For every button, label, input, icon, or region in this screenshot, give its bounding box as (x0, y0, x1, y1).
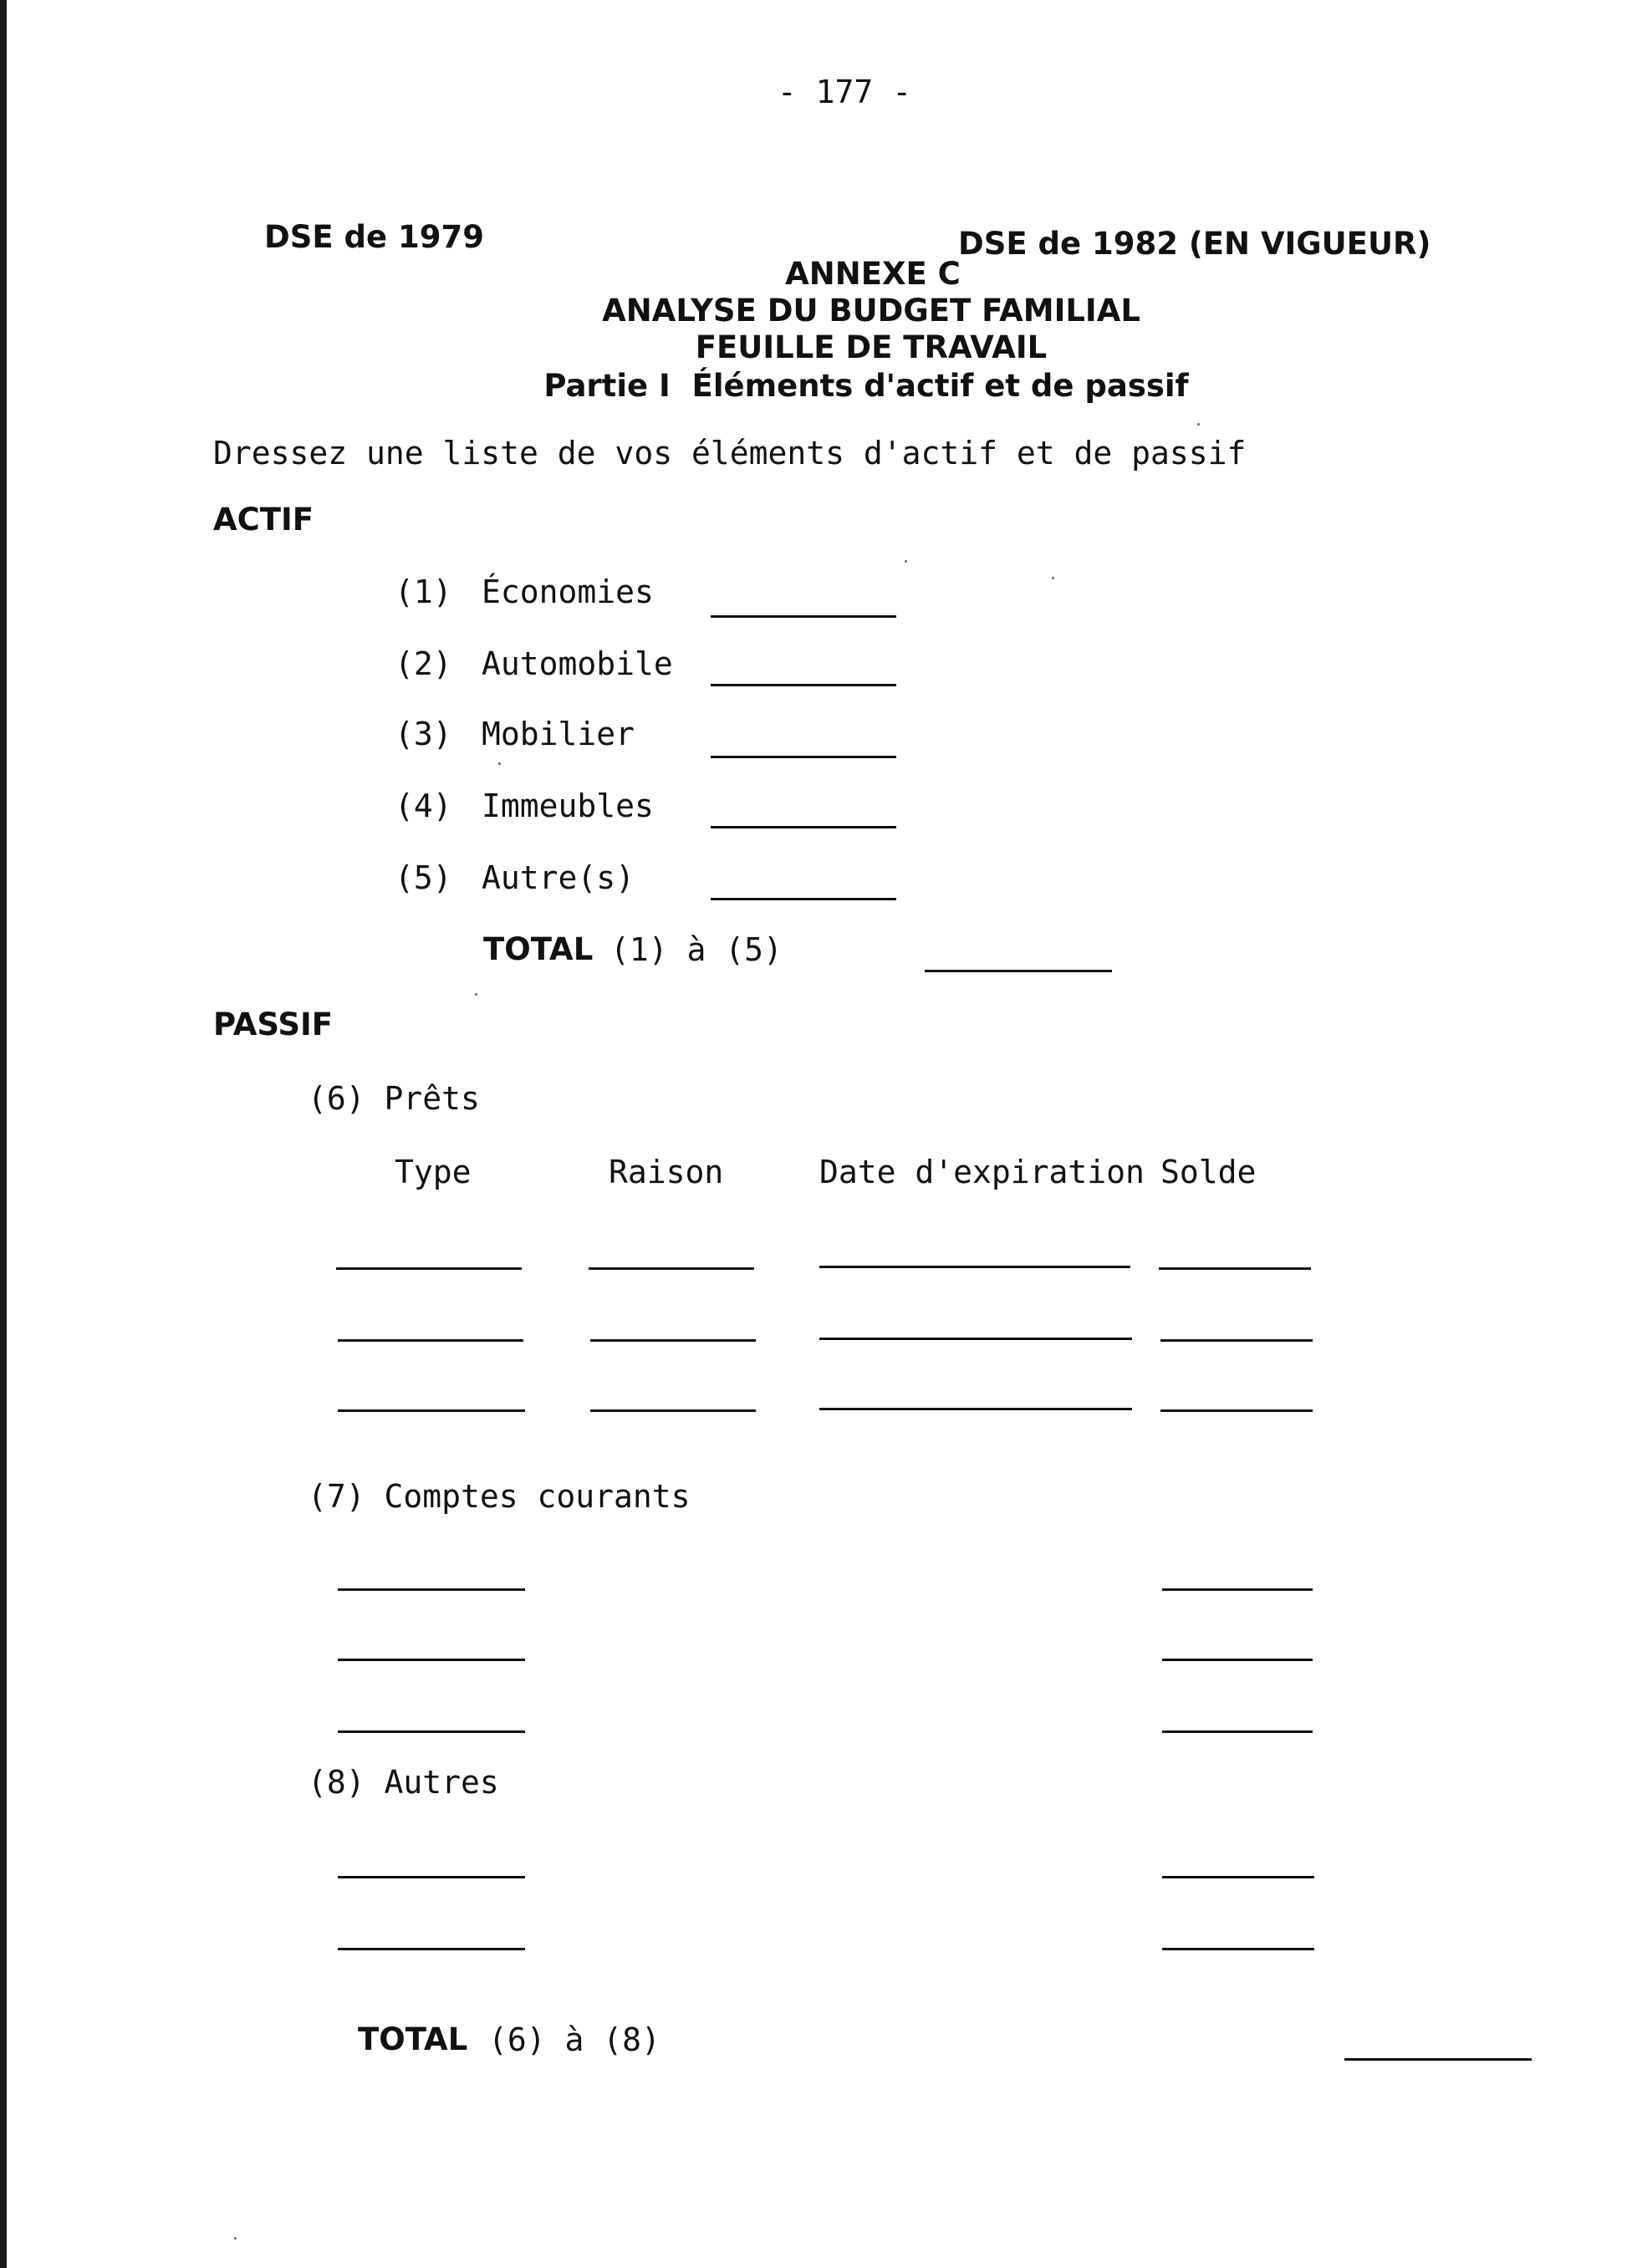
autres-solde-blank-line[interactable] (1162, 1876, 1314, 1878)
scan-speck (1052, 577, 1054, 579)
actif-item-number: (3) (395, 716, 452, 752)
actif-item-label: Automobile (482, 645, 673, 682)
scan-speck (905, 560, 907, 563)
actif-item-blank-line[interactable] (711, 898, 896, 900)
annex-title: ANNEXE C (785, 256, 961, 292)
actif-item-label: Mobilier (482, 716, 635, 752)
actif-total-blank-line[interactable] (925, 970, 1112, 972)
prets-raison-blank-line[interactable] (589, 1267, 754, 1270)
passif-total-range: (6) à (8) (488, 2021, 660, 2058)
document-title: ANALYSE DU BUDGET FAMILIAL (602, 293, 1140, 329)
comptes-blank-line[interactable] (338, 1730, 525, 1733)
passif-heading: PASSIF (213, 1007, 334, 1042)
part-title: Partie I Éléments d'actif et de passif (543, 368, 1189, 404)
prets-solde-blank-line[interactable] (1160, 1409, 1313, 1412)
page-edge (0, 0, 7, 2268)
scan-speck (498, 762, 501, 765)
prets-label: (6) Prêts (308, 1080, 480, 1117)
prets-solde-blank-line[interactable] (1160, 1339, 1313, 1342)
actif-item-blank-line[interactable] (711, 684, 896, 686)
actif-total-label: TOTAL (483, 931, 594, 967)
column-header-type: Type (395, 1154, 472, 1190)
actif-item-label: Autre(s) (482, 859, 635, 896)
actif-item-number: (1) (395, 573, 452, 610)
actif-item-number: (4) (395, 787, 452, 824)
actif-item-number: (2) (395, 645, 452, 682)
prets-date-blank-line[interactable] (819, 1266, 1130, 1268)
comptes-blank-line[interactable] (338, 1588, 525, 1591)
prets-date-blank-line[interactable] (819, 1408, 1132, 1410)
document-subtitle: FEUILLE DE TRAVAIL (695, 329, 1048, 365)
comptes-solde-blank-line[interactable] (1162, 1730, 1313, 1733)
scan-speck (234, 2237, 237, 2240)
autres-label: (8) Autres (308, 1764, 499, 1801)
prets-raison-blank-line[interactable] (590, 1339, 756, 1342)
autres-blank-line[interactable] (338, 1948, 525, 1950)
instruction-text: Dressez une liste de vos éléments d'actif et de passif (213, 435, 1247, 471)
comptes-blank-line[interactable] (338, 1659, 525, 1661)
comptes-solde-blank-line[interactable] (1162, 1659, 1313, 1661)
prets-solde-blank-line[interactable] (1159, 1267, 1311, 1270)
actif-item-number: (5) (395, 859, 452, 896)
prets-type-blank-line[interactable] (336, 1267, 522, 1270)
actif-item-label: Immeubles (482, 787, 654, 824)
autres-blank-line[interactable] (338, 1876, 525, 1878)
actif-item-label: Économies (482, 573, 654, 610)
passif-total-label: TOTAL (358, 2021, 468, 2057)
prets-type-blank-line[interactable] (338, 1409, 525, 1412)
actif-heading: ACTIF (213, 502, 314, 538)
comptes-solde-blank-line[interactable] (1162, 1588, 1313, 1591)
scan-speck (1197, 423, 1200, 426)
header-left: DSE de 1979 (264, 219, 484, 255)
prets-date-blank-line[interactable] (819, 1338, 1132, 1340)
scan-speck (475, 993, 477, 996)
comptes-courants-label: (7) Comptes courants (308, 1478, 691, 1515)
header-right: DSE de 1982 (EN VIGUEUR) (958, 226, 1431, 262)
actif-item-blank-line[interactable] (711, 756, 896, 758)
prets-type-blank-line[interactable] (338, 1339, 523, 1342)
passif-total-blank-line[interactable] (1344, 2058, 1532, 2061)
autres-solde-blank-line[interactable] (1162, 1948, 1314, 1950)
prets-raison-blank-line[interactable] (590, 1409, 756, 1412)
column-header-solde: Solde (1160, 1154, 1257, 1190)
column-header-raison: Raison (609, 1154, 724, 1190)
column-header-date-expiration: Date d'expiration (819, 1154, 1145, 1190)
actif-item-blank-line[interactable] (711, 826, 896, 828)
actif-total-range: (1) à (5) (610, 931, 783, 968)
actif-item-blank-line[interactable] (711, 615, 896, 618)
page-number: - 177 - (777, 74, 912, 110)
